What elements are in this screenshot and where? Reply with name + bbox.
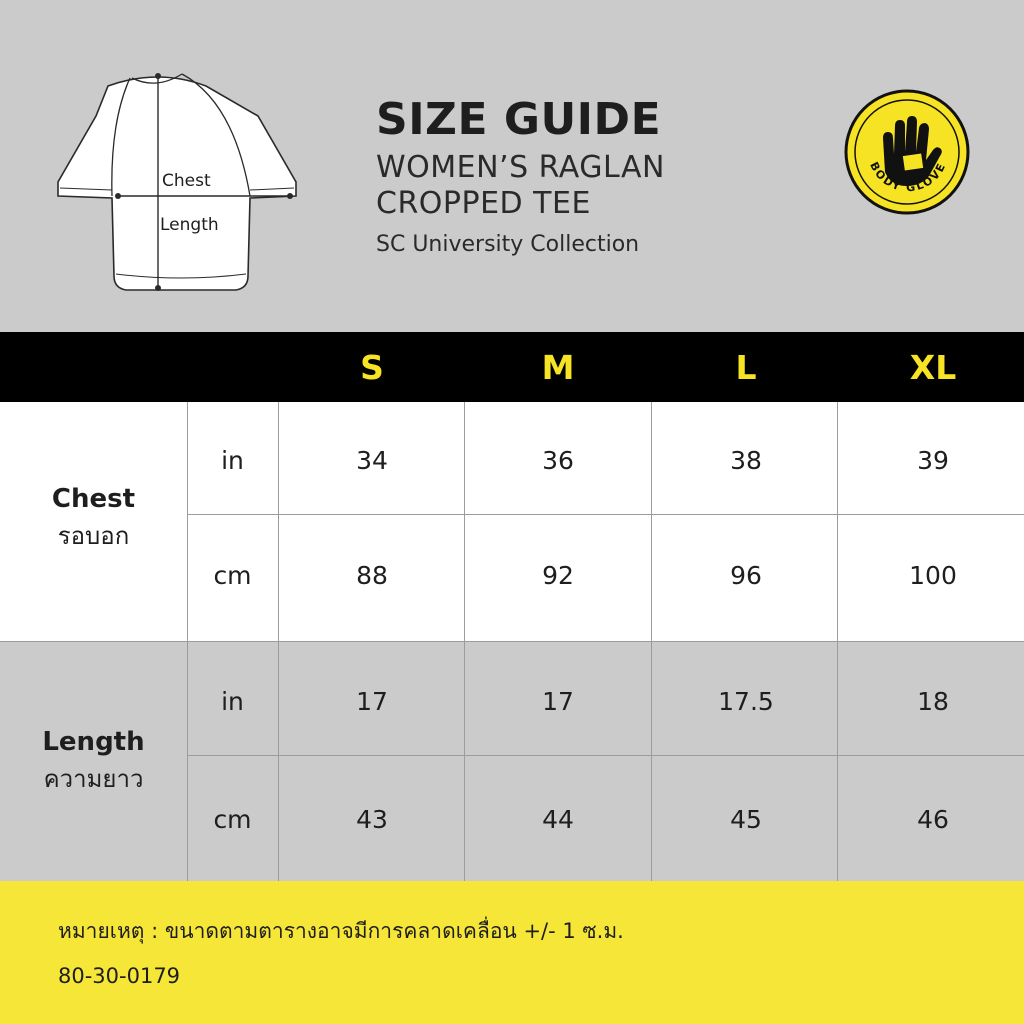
body-glove-logo (843, 88, 971, 216)
size-s: S (360, 348, 384, 387)
size-xl: XL (909, 348, 957, 387)
product-name-line1: WOMEN’S RAGLAN (376, 150, 665, 185)
chest-in-s: 34 (356, 446, 388, 475)
size-m: M (541, 348, 575, 387)
length-cm-m: 44 (542, 805, 574, 834)
chest-unit-cm: cm (213, 561, 252, 590)
chest-label (0, 484, 187, 555)
grid-line (0, 641, 1024, 642)
diagram-chest-label: Chest (162, 171, 211, 191)
length-cm-xl: 46 (917, 805, 949, 834)
length-in-s: 17 (356, 687, 388, 716)
product-code: 80-30-0179 (58, 964, 181, 988)
chest-cm-l: 96 (730, 561, 762, 590)
tee-diagram (48, 62, 308, 302)
length-unit-in: in (221, 687, 244, 716)
length-cm-l: 45 (730, 805, 762, 834)
diagram-length-label: Length (160, 215, 219, 235)
footer-section (0, 881, 1024, 1024)
chest-label-th: รอบอก (57, 522, 130, 550)
chest-in-l: 38 (730, 446, 762, 475)
length-in-l: 17.5 (718, 687, 774, 716)
size-l: L (735, 348, 757, 387)
length-in-xl: 18 (917, 687, 949, 716)
product-name-line2: CROPPED TEE (376, 186, 591, 221)
length-cm-s: 43 (356, 805, 388, 834)
length-label (0, 727, 187, 798)
grid-line (187, 755, 1024, 756)
length-label-th: ความยาว (43, 765, 144, 793)
chest-cm-xl: 100 (909, 561, 957, 590)
footer-note: หมายเหตุ : ขนาดตามตารางอาจมีการคลาดเคลื่อน +/- 1 ซ.ม. (58, 919, 624, 943)
length-unit-cm: cm (213, 805, 252, 834)
chest-cm-s: 88 (356, 561, 388, 590)
chest-label-en: Chest (51, 484, 136, 514)
collection-name: SC University Collection (376, 232, 640, 257)
length-in-m: 17 (542, 687, 574, 716)
product-name (376, 150, 665, 222)
grid-line (187, 514, 1024, 515)
chest-in-m: 36 (542, 446, 574, 475)
length-label-en: Length (42, 727, 145, 757)
header-section (0, 0, 1024, 332)
chest-unit-in: in (221, 446, 244, 475)
chest-in-xl: 39 (917, 446, 949, 475)
logo-text: BODY GLOVE (867, 159, 949, 195)
chest-cm-m: 92 (542, 561, 574, 590)
page-title: SIZE GUIDE (376, 94, 662, 145)
